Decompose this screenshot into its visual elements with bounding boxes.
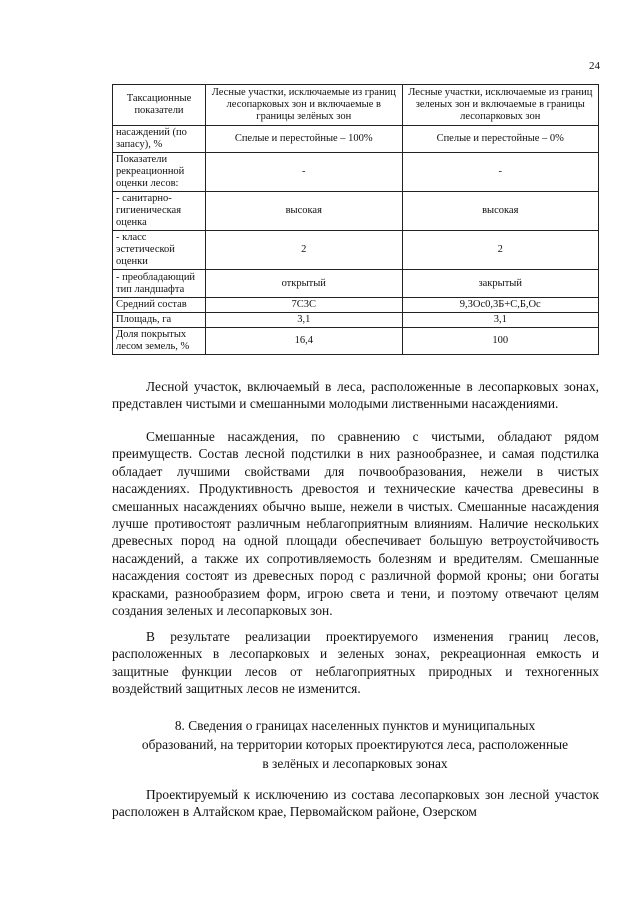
table-cell: Показатели рекреационной оценки лесов: <box>113 153 206 192</box>
section-heading: 8. Сведения о границах населенных пунктов и муниципальных образований, на территории которых проектируются леса, расположенные в зелёных и лесопарковых зонах <box>141 718 569 771</box>
page-number: 24 <box>589 60 600 72</box>
table-cell: - санитарно-гигиеническая оценка <box>113 192 206 231</box>
table-cell: 3,1 <box>206 313 403 328</box>
table-cell: - <box>206 153 403 192</box>
table-row <box>113 192 599 231</box>
table-cell: Средний состав <box>113 298 206 313</box>
table-row <box>113 153 599 192</box>
table-cell: насаждений (по запасу), % <box>113 126 206 153</box>
table-cell: - класс эстетической оценки <box>113 231 206 270</box>
table-cell: - преобладающий тип ландшафта <box>113 270 206 298</box>
table-header-row <box>113 85 599 126</box>
table-header-cell: Лесные участки, исключаемые из границ лесопарковых зон и включаемые в границы зелёных зон <box>206 85 403 126</box>
paragraph: Смешанные насаждения, по сравнению с чистыми, обладают рядом преимуществ. Состав лесной подстилки в них разнообразнее, и самая подстилка обладает лучшими свойствами для почвообразования, нежели в чистых насаждениях. Продуктивность древостоя и технические качества древесины в смешанных насаждениях обычно выше, нежели в чистых. Смешанные насаждения лучше противостоят различным неблагоприятным влияниям. Наличие нескольких древесных пород на одной площади обеспечивает большую ветроустойчивость насаждений, а также их сопротивляемость болезням и вредителям. Смешанные насаждения состоят из древесных пород с различной формой кроны; они богаты красками, разнообразием форм, игрою света и тени, и поэтому отвечают целям создания зеленых и лесопарковых зон. <box>112 429 599 619</box>
paragraph-block <box>112 628 599 698</box>
taxation-table <box>112 84 599 355</box>
table-row <box>113 328 599 355</box>
paragraph-block <box>112 378 599 413</box>
table-cell: высокая <box>402 192 599 231</box>
table-cell: 3,1 <box>402 313 599 328</box>
paragraph-block <box>112 428 599 619</box>
paragraph: Проектируемый к исключению из состава лесопарковых зон лесной участок расположен в Алтайском крае, Первомайском районе, Озерском <box>112 787 599 820</box>
table-cell: 2 <box>402 231 599 270</box>
paragraph: Лесной участок, включаемый в леса, расположенные в лесопарковых зонах, представлен чистыми и смешанными молодыми лиственными насаждениями. <box>112 379 599 412</box>
table-cell: 16,4 <box>206 328 403 355</box>
table-cell: высокая <box>206 192 403 231</box>
table-cell: - <box>402 153 599 192</box>
paragraph: В результате реализации проектируемого изменения границ лесов, расположенных в лесопарковых и зеленых зонах, рекреационная емкость и защитные функции лесов от неблагоприятных природных и техногенных воздействий защитных лесов не изменится. <box>112 629 599 697</box>
table-cell: открытый <box>206 270 403 298</box>
table-header-cell: Лесные участки, исключаемые из границ зеленых зон и включаемые в границы лесопарковых зон <box>402 85 599 126</box>
table-row <box>113 231 599 270</box>
table-cell: 100 <box>402 328 599 355</box>
table-cell: 2 <box>206 231 403 270</box>
table-cell: Спелые и перестойные – 0% <box>402 126 599 153</box>
paragraph-block <box>112 786 599 821</box>
table-cell: Площадь, га <box>113 313 206 328</box>
table-cell: Спелые и перестойные – 100% <box>206 126 403 153</box>
table-cell: закрытый <box>402 270 599 298</box>
table-header-cell: Таксационные показатели <box>113 85 206 126</box>
table-row <box>113 298 599 313</box>
table-row <box>113 126 599 153</box>
table-cell: 9,3Ос0,3Б+С,Б,Ос <box>402 298 599 313</box>
table-row <box>113 313 599 328</box>
table-row <box>113 270 599 298</box>
table-cell: Доля покрытых лесом земель, % <box>113 328 206 355</box>
table-cell: 7С3С <box>206 298 403 313</box>
